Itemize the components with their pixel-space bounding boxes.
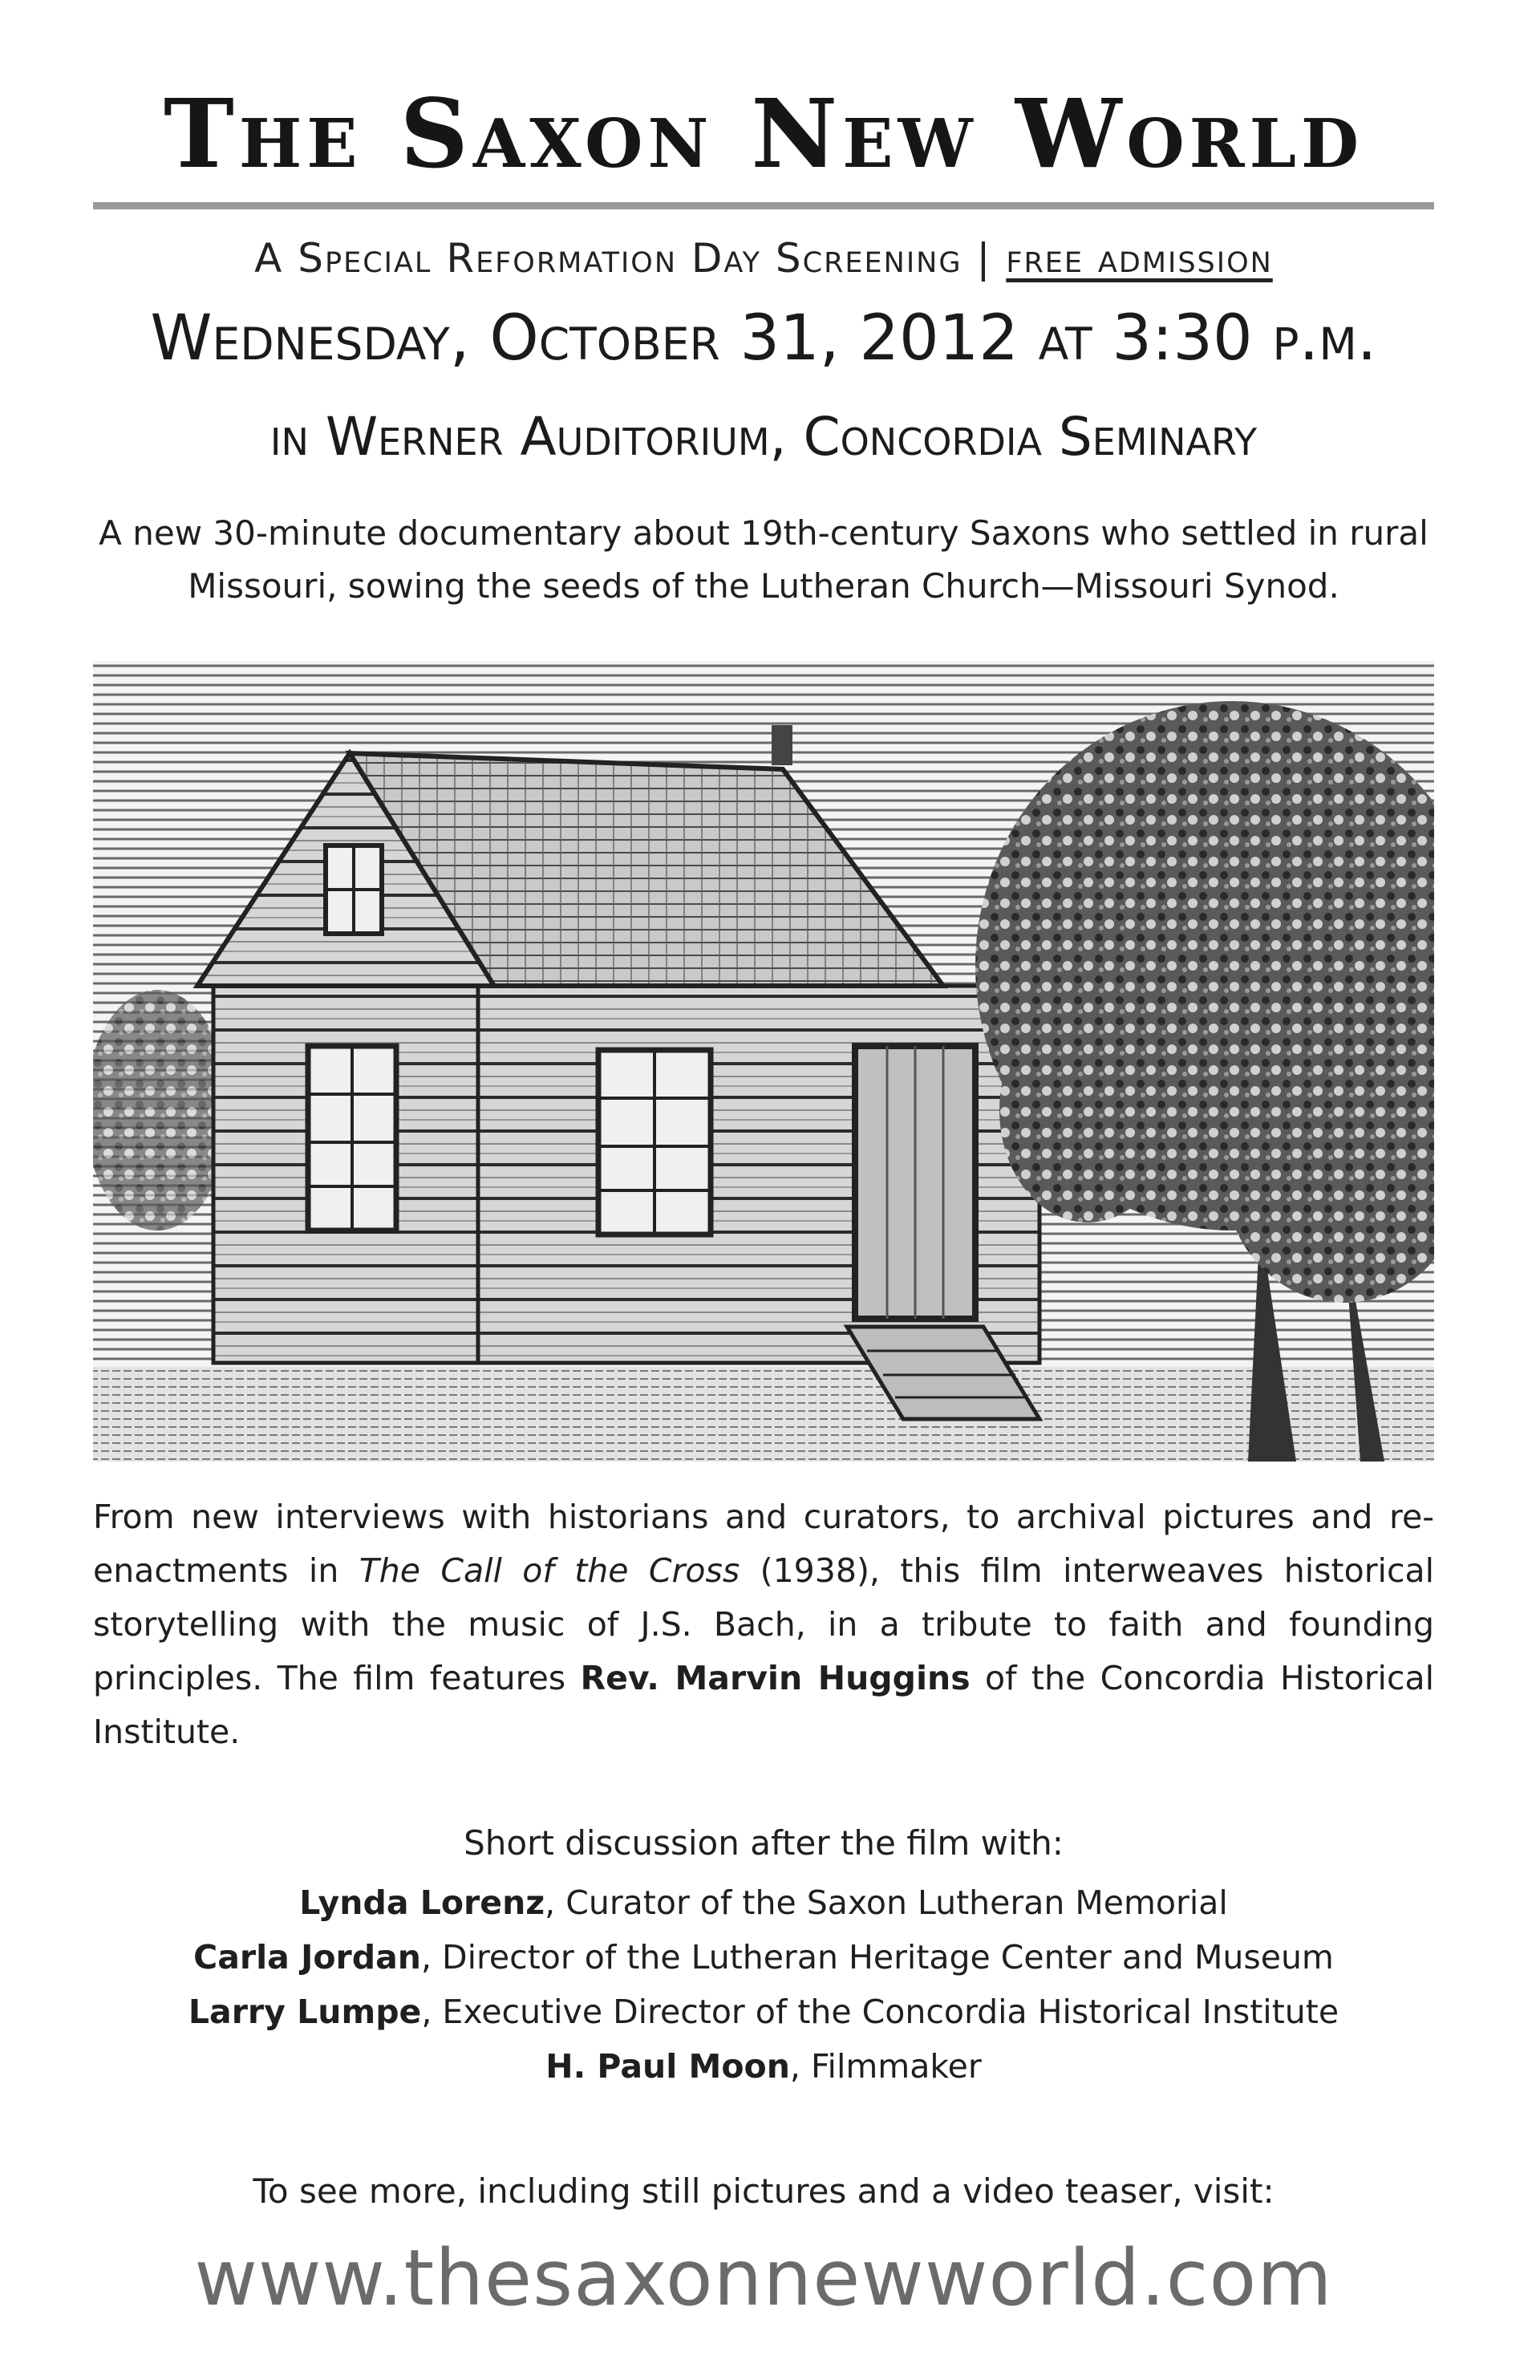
title-divider [93,202,1434,209]
film-title-reference: The Call of the Cross [359,1551,740,1590]
flyer-title: The Saxon New World [164,78,1364,189]
screening-subtitle [93,233,1434,284]
panelist-name: Larry Lumpe [188,1993,422,2031]
log-cabin-illustration [93,661,1434,1462]
discussion-heading: Short discussion after the film with: [464,1823,1064,1863]
panelist-list [93,1875,1434,2100]
panelist-name: Lynda Lorenz [299,1883,545,1922]
panelist-name: H. Paul Moon [545,2047,790,2086]
panelist-item [93,2039,1434,2094]
panelist-item [93,1930,1434,1985]
subtitle-separator: | [976,235,992,282]
panelist-role: , Curator of the Saxon Lutheran Memorial [545,1883,1228,1922]
description-text-1: From new interviews with historians and curators, to archival pictures and re-enactments in [93,1498,1434,1590]
panelist-role: , Director of the Lutheran Heritage Center and Museum [420,1938,1334,1977]
description-text-2: (1938), this film interweaves historical storytelling with the music of J.S. Bach, in a tribute to faith and founding principles. The film features [93,1551,1434,1697]
panelist-role: , Filmmaker [789,2047,982,2086]
panelist-role: , Executive Director of the Concordia Historical Institute [421,1993,1339,2031]
film-description [93,1490,1434,1767]
event-location: in Werner Auditorium, Concordia Seminary [270,406,1258,468]
panelist-item [93,1875,1434,1930]
description-text-3: of the Concordia Historical Institute. [93,1659,1434,1751]
panelist-item [93,1985,1434,2039]
intro-paragraph: A new 30-minute documentary about 19th-century Saxons who settled in rural Missouri, sowing the seeds of the Lutheran Church—Missouri Synod. [99,513,1429,606]
visit-prompt: To see more, including still pictures and a video teaser, visit: [253,2171,1275,2211]
featured-person-name: Rev. Marvin Huggins [580,1659,971,1697]
website-url: www.thesaxonnewworld.com [194,2233,1333,2323]
free-admission-label: free admission [1006,235,1273,282]
log-cabin-engraving-icon [93,661,1434,1462]
subtitle-event-type: A Special Reformation Day Screening [254,235,962,282]
event-date-time: Wednesday, October 31, 2012 at 3:30 p.m. [150,302,1377,375]
panelist-name: Carla Jordan [193,1938,421,1977]
